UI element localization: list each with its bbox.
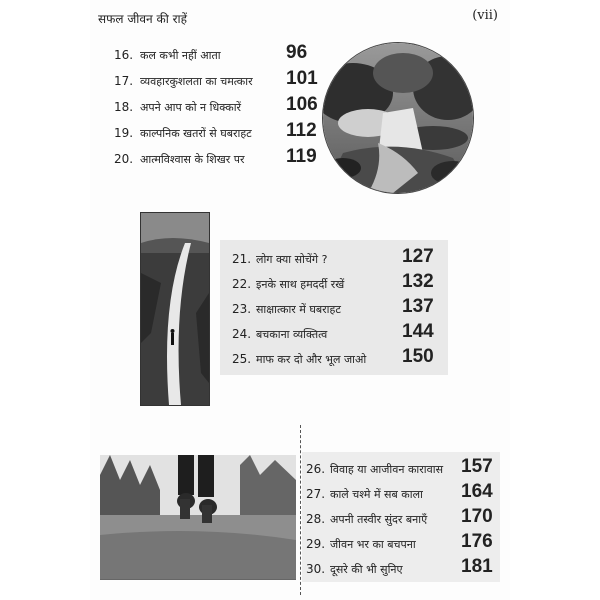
chapter-number: 29.	[306, 537, 326, 551]
chapter-page: 112	[286, 120, 317, 141]
dashed-divider	[300, 425, 301, 595]
chapter-number: 25.	[232, 352, 252, 366]
toc-section-1	[114, 42, 334, 172]
toc-entry	[232, 271, 442, 293]
chapter-number: 19.	[114, 126, 134, 140]
chapter-number: 24.	[232, 327, 252, 341]
toc-entry	[114, 146, 334, 168]
chapter-number: 16.	[114, 48, 134, 62]
toc-entry	[232, 296, 442, 318]
chapter-number: 18.	[114, 100, 134, 114]
chapter-title: साक्षात्कार में घबराहट	[256, 303, 341, 316]
chapter-number: 28.	[306, 512, 326, 526]
chapter-number: 23.	[232, 302, 252, 316]
chapter-page: 137	[402, 296, 434, 317]
chapter-page: 96	[286, 42, 308, 63]
running-header-title: सफल जीवन की राहें	[98, 12, 187, 26]
chapter-number: 27.	[306, 487, 326, 501]
chapter-number: 21.	[232, 252, 252, 266]
chapter-page: 127	[402, 246, 434, 267]
chapter-title: आत्मविश्वास के शिखर पर	[140, 153, 245, 166]
chapter-title: काले चश्मे में सब काला	[330, 488, 423, 501]
chapter-title: लोग क्या सोचेंगे ?	[256, 253, 328, 266]
chapter-number: 26.	[306, 462, 326, 476]
toc-entry	[306, 556, 506, 578]
chapter-title: बचकाना व्यक्तित्व	[256, 328, 328, 341]
chapter-page: 170	[461, 506, 493, 527]
chapter-page: 119	[286, 146, 317, 167]
toc-entry	[306, 506, 506, 528]
chapter-title: काल्पनिक खतरों से घबराहट	[140, 127, 252, 140]
chapter-page: 176	[461, 531, 493, 552]
chapter-number: 22.	[232, 277, 252, 291]
chapter-title: जीवन भर का बचपना	[330, 538, 416, 551]
toc-section-3	[306, 456, 506, 586]
toc-entry	[306, 456, 506, 478]
page-number: (vii)	[472, 8, 498, 23]
chapter-number: 30.	[306, 562, 326, 576]
chapter-page: 144	[402, 321, 434, 342]
waterfall-photo	[322, 42, 474, 194]
toc-section-2	[232, 246, 442, 376]
toc-entry	[114, 68, 334, 90]
toc-entry	[114, 94, 334, 116]
chapter-title: कल कभी नहीं आता	[140, 49, 221, 62]
chapter-title: दूसरे की भी सुनिए	[330, 563, 403, 576]
toc-entry	[232, 346, 442, 368]
runner-legs-photo	[100, 455, 296, 580]
chapter-number: 20.	[114, 152, 134, 166]
toc-entry	[114, 120, 334, 142]
chapter-title: अपनी तस्वीर सुंदर बनाएँ	[330, 513, 428, 526]
chapter-page: 150	[402, 346, 434, 367]
chapter-page: 157	[461, 456, 493, 477]
chapter-page: 132	[402, 271, 434, 292]
toc-entry	[306, 481, 506, 503]
chapter-title: व्यवहारकुशलता का चमत्कार	[140, 75, 253, 88]
toc-entry	[232, 321, 442, 343]
chapter-title: इनके साथ हमदर्दी रखें	[256, 278, 345, 291]
toc-entry	[306, 531, 506, 553]
chapter-page: 164	[461, 481, 493, 502]
toc-entry	[114, 42, 334, 64]
chapter-title: अपने आप को न धिक्कारें	[140, 101, 242, 114]
chapter-page: 101	[286, 68, 318, 89]
chapter-title: माफ कर दो और भूल जाओ	[256, 353, 367, 366]
chapter-page: 106	[286, 94, 318, 115]
chapter-page: 181	[461, 556, 493, 577]
chapter-title: विवाह या आजीवन कारावास	[330, 463, 444, 476]
road-runner-photo	[140, 212, 210, 406]
toc-entry	[232, 246, 442, 268]
book-page	[90, 0, 510, 600]
chapter-number: 17.	[114, 74, 134, 88]
